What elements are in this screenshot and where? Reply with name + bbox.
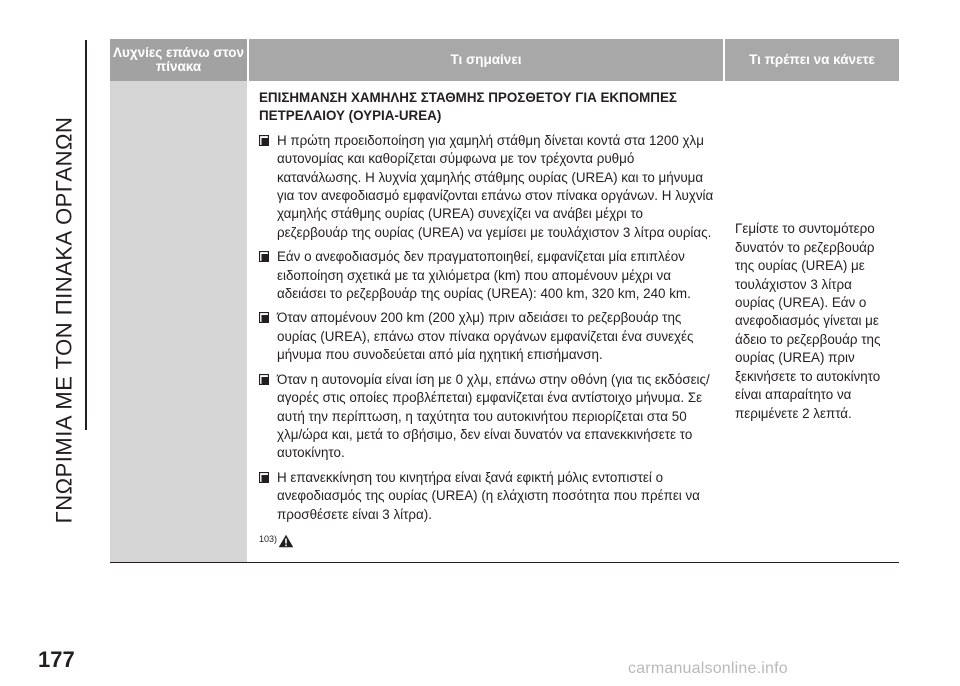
list-item — [259, 469, 715, 524]
list-item-text: Όταν απομένουν 200 km (200 χλμ) πριν αδειάσει το ρεζερβουάρ της ουρίας (UREA), επάνω στον πίνακα οργάνων εμφανίζεται ένα συνεχές μήνυμα που συνοδεύεται από μία ηχητική επισήμανση. — [277, 310, 694, 363]
checkbox-bullet-icon — [259, 251, 269, 262]
row-heading: ΕΠΙΣΗΜΑΝΣΗ ΧΑΜΗΛΗΣ ΣΤΑΘΜΗΣ ΠΡΟΣΘΕΤΟΥ ΓΙΑ ΕΚΠΟΜΠΕΣ ΠΕΤΡΕΛΑΙΟΥ (ΟΥΡΙΑ-UREA) — [259, 90, 677, 124]
header-lamps: Λυχνίες επάνω στον πίνακα — [110, 39, 249, 81]
checkbox-bullet-icon — [259, 374, 269, 385]
table-header-row — [110, 39, 899, 81]
action-cell — [721, 81, 899, 562]
list-item-text: Η πρώτη προειδοποίηση για χαμηλή στάθμη δίνεται κοντά στα 1200 χλμ αυτονομίας και καθορίζεται σύμφωνα με τον τρέχοντα ρυθμό κατανάλωσης. Η λυχνία χαμηλής στάθμης ουρίας (UREA) και το μήνυμα για τον ανεφοδιασμό εμφανίζονται επάνω στον πίνακα οργάνων. Η λυχνία χαμηλής στάθμης ουρίας (UREA) συνεχίζει να ανάβει μέχρι το ρεζερβουάρ της ουρίας (UREA) να γεμίσει με τουλάχιστον 3 λίτρα ουρίας. — [277, 132, 714, 240]
side-section-title — [42, 40, 86, 600]
lamp-cell — [110, 81, 247, 562]
side-rule — [85, 40, 87, 430]
list-item — [259, 309, 715, 364]
checkbox-bullet-icon — [259, 135, 269, 146]
list-item-text: Εάν ο ανεφοδιασμός δεν πραγματοποιηθεί, εμφανίζεται μία επιπλέον ειδοποίηση σχετικά με τα χιλιόμετρα (km) που απομένουν μέχρι να αδειάσει το ρεζερβουάρ της ουρίας (UREA): 400 km, 320 km, 240 km. — [277, 249, 691, 302]
table-row — [110, 81, 899, 563]
warning-triangle-icon — [278, 534, 294, 548]
side-section-title-text: ΓΝΩΡΙΜΙΑ ΜΕ ΤΟΝ ΠΙΝΑΚΑ ΟΡΓΑΝΩΝ — [51, 116, 77, 524]
reference-note — [259, 530, 715, 548]
meaning-cell — [247, 81, 721, 562]
checkbox-bullet-icon — [259, 472, 269, 483]
header-action: Τι πρέπει να κάνετε — [749, 52, 875, 67]
header-meaning: Τι σημαίνει — [249, 39, 725, 81]
warning-lights-table — [110, 39, 899, 563]
list-item-text: Όταν η αυτονομία είναι ίση με 0 χλμ, επάνω στην οθόνη (για τις εκδόσεις/αγορές στις οποίες προβλέπεται) εμφανίζεται ένα αντίστοιχο μήνυμα. Σε αυτή την περίπτωση, η ταχύτητα του αυτοκινήτου περιορίζεται στα 50 χλμ/ώρα και, μετά το σβήσιμο, δεν είναι δυνατόν να επανεκκινήσετε το αυτοκίνητο. — [277, 371, 710, 461]
checkbox-bullet-icon — [259, 312, 269, 323]
page-number: 177 — [38, 647, 75, 672]
list-item — [259, 132, 715, 242]
list-item — [259, 248, 715, 303]
list-item — [259, 371, 715, 463]
reference-number: 103) — [259, 533, 278, 544]
list-item-text: Η επανεκκίνηση του κινητήρα είναι ξανά εφικτή μόλις εντοπιστεί ο ανεφοδιασμός της ουρίας (UREA) (η ελάχιστη ποσότητα που πρέπει να προσθέσετε είναι 3 λίτρα). — [277, 469, 700, 522]
action-text: Γεμίστε το συντομότερο δυνατόν το ρεζερβουάρ της ουρίας (UREA) με τουλάχιστον 3 λίτρα ουρίας (UREA). Εάν ο ανεφοδιασμός γίνεται με άδειο το ρεζερβουάρ της ουρίας (UREA) πριν ξεκινήσετε το αυτοκίνητο είναι απαραίτητο να περιμένετε 2 λεπτά. — [735, 221, 881, 421]
watermark: carmanualsonline.info — [628, 660, 788, 677]
